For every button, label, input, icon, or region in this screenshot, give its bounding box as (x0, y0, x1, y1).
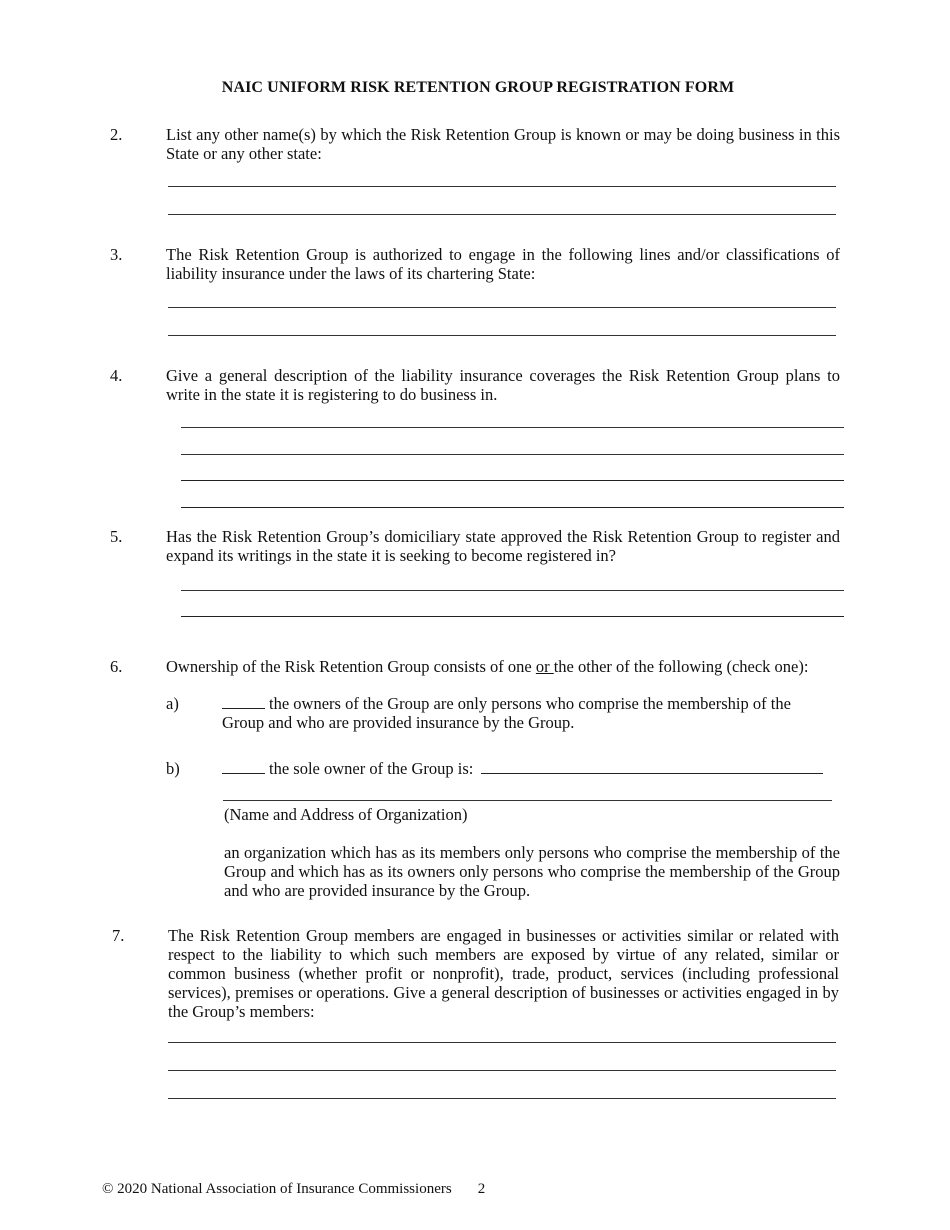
answer-line[interactable] (168, 186, 836, 187)
sole-owner-name-field[interactable] (481, 759, 823, 774)
question-7-text: The Risk Retention Group members are engaged in businesses or activities similar or related with respect to the liability to which such members are exposed by virtue of any related, similar or common business (whether profit or nonprofit), trade, product, services (including professional services), premises or operations. Give a general description of businesses or activities engaged in by the Group’s members: (168, 926, 839, 1021)
question-3-number: 3. (110, 245, 123, 264)
question-6-text-before: Ownership of the Risk Retention Group consists of one (166, 657, 536, 676)
option-a (222, 694, 822, 732)
answer-line[interactable] (181, 480, 844, 481)
answer-line[interactable] (181, 590, 844, 591)
question-2-text: List any other name(s) by which the Risk Retention Group is known or may be doing business in this State or any other state: (166, 125, 840, 163)
answer-line[interactable] (168, 1098, 836, 1099)
answer-line[interactable] (181, 454, 844, 455)
page-title: NAIC UNIFORM RISK RETENTION GROUP REGISTRATION FORM (221, 79, 735, 96)
question-5-number: 5. (110, 527, 123, 546)
option-a-checkbox-blank[interactable] (222, 694, 265, 709)
option-a-label: a) (166, 694, 179, 713)
question-3-text: The Risk Retention Group is authorized to engage in the following lines and/or classifications of liability insurance under the laws of its chartering State: (166, 245, 840, 283)
question-6-text-underlined: or (535, 657, 554, 676)
name-address-caption: (Name and Address of Organization) (224, 805, 468, 824)
question-6-number: 6. (110, 657, 123, 676)
question-7-number: 7. (112, 926, 125, 945)
footer-copyright: © 2020 National Association of Insurance Commissioners (102, 1181, 452, 1197)
answer-line[interactable] (168, 1042, 836, 1043)
answer-line[interactable] (168, 214, 836, 215)
sole-owner-address-line[interactable] (223, 800, 832, 801)
option-b-checkbox-blank[interactable] (222, 759, 265, 774)
option-b (222, 759, 842, 778)
answer-line[interactable] (168, 335, 836, 336)
footer (102, 1180, 485, 1199)
answer-line[interactable] (181, 427, 844, 428)
answer-line[interactable] (181, 507, 844, 508)
option-b-text: the sole owner of the Group is: (269, 759, 474, 778)
answer-line[interactable] (181, 616, 844, 617)
answer-line[interactable] (168, 307, 836, 308)
question-6-text-after: the other of the following (check one): (553, 657, 809, 676)
question-2-number: 2. (110, 125, 123, 144)
option-b-label: b) (166, 759, 180, 778)
question-4-text: Give a general description of the liability insurance coverages the Risk Retention Group plans to write in the state it is registering to do business in. (166, 366, 840, 404)
question-5-text: Has the Risk Retention Group’s domiciliary state approved the Risk Retention Group to register and expand its writings in the state it is seeking to become registered in? (166, 527, 840, 565)
question-4-number: 4. (110, 366, 123, 385)
answer-line[interactable] (168, 1070, 836, 1071)
option-b-description: an organization which has as its members only persons who comprise the membership of the Group and which has as its owners only persons who comprise the membership of the Group and who are provided insurance by the Group. (224, 843, 840, 900)
option-a-text: the owners of the Group are only persons who comprise the membership of the Group and who are provided insurance by the Group. (222, 694, 791, 732)
page-number: 2 (477, 1181, 486, 1197)
question-6-text (166, 657, 846, 676)
